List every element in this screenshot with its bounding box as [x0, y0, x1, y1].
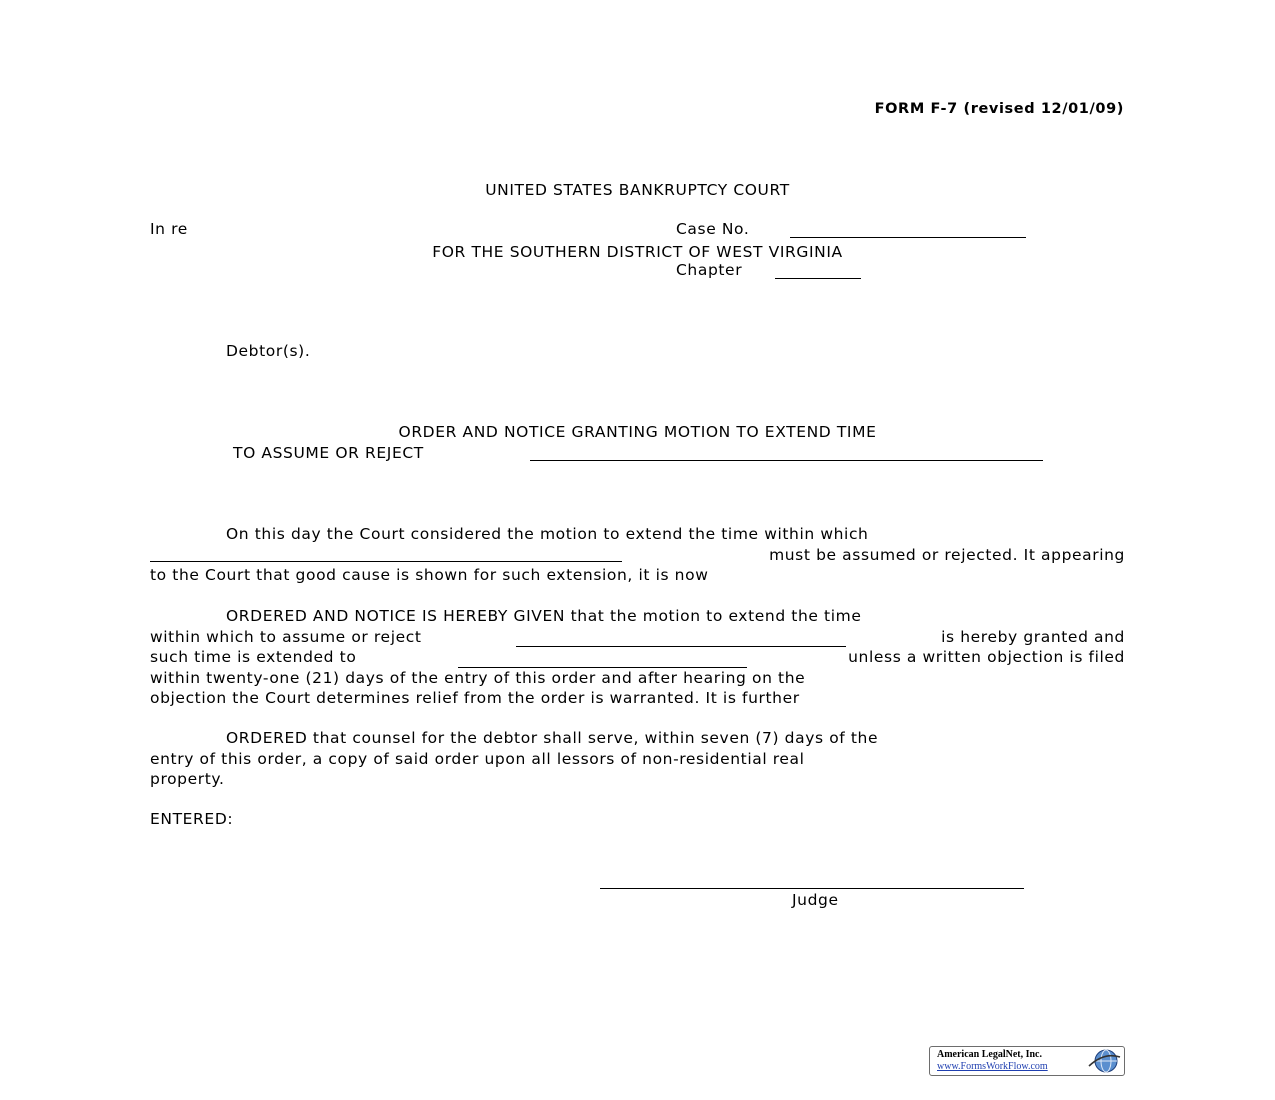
order-title-line2: TO ASSUME OR REJECT	[233, 444, 424, 462]
judge-label: Judge	[792, 891, 839, 909]
assume-reject-field[interactable]	[516, 632, 846, 647]
footer-logo[interactable]	[929, 1046, 1125, 1076]
logo-company: American LegalNet, Inc.	[937, 1049, 1042, 1060]
globe-icon	[1087, 1048, 1121, 1074]
chapter-field[interactable]	[775, 278, 861, 279]
case-no-field[interactable]	[790, 237, 1026, 238]
lease-description-field[interactable]	[150, 547, 622, 562]
paragraph-motion-considered: On this day the Court considered the motion to extend the time within which must be assumed or rejected. It appearing to the Court that good cause is shown for such extension, it is now	[150, 525, 1125, 584]
judge-signature-line[interactable]	[600, 888, 1024, 889]
assume-reject-title-field[interactable]	[530, 460, 1043, 461]
paragraph-ordered-serve: ORDERED that counsel for the debtor shall serve, within seven (7) days of the entry of this order, a copy of said order upon all lessors of non-residential real property.	[150, 729, 879, 788]
in-re-label: In re	[150, 220, 188, 238]
case-no-label: Case No.	[676, 220, 750, 238]
form-id: FORM F-7 (revised 12/01/09)	[874, 101, 1124, 117]
court-heading	[0, 139, 1275, 283]
court-name: UNITED STATES BANKRUPTCY COURT	[485, 181, 790, 199]
chapter-label: Chapter	[676, 261, 743, 279]
order-title-line1: ORDER AND NOTICE GRANTING MOTION TO EXTEND TIME	[398, 423, 877, 441]
court-district: FOR THE SOUTHERN DISTRICT OF WEST VIRGINIA	[432, 242, 843, 261]
entered-label: ENTERED:	[150, 810, 234, 828]
extended-date-field[interactable]	[458, 653, 747, 668]
debtor-label: Debtor(s).	[226, 342, 311, 360]
paragraph-ordered-notice: ORDERED AND NOTICE IS HEREBY GIVEN that the motion to extend the time within which to assume or reject is hereby granted and such time is extended to unless a written objection is filed within twenty-one (21) days of the entry of this order and after hearing on the objection the Court determines relief from the order is warranted. It is further	[150, 607, 1125, 707]
logo-url[interactable]: www.FormsWorkFlow.com	[937, 1061, 1048, 1072]
